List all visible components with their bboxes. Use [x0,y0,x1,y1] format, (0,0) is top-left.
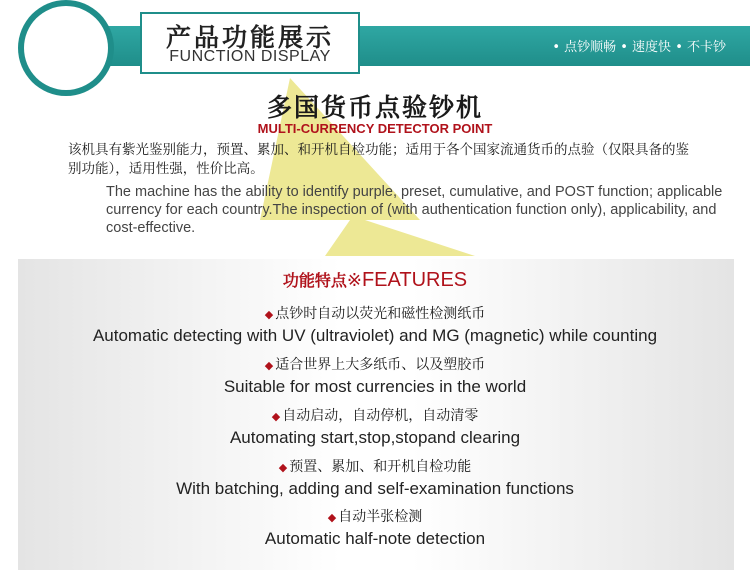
diamond-bullet-icon: ◆ [278,461,288,474]
features-title [0,268,750,292]
diamond-bullet-icon: ◆ [327,511,337,524]
feature-en: Automatic half-note detection [264,529,486,548]
features-title-separator: ※ [346,270,362,291]
diamond-bullet-icon: ◆ [264,359,274,372]
features-title-cn: 功能特点 [282,271,347,290]
feature-cn: 适合世界上大多纸币、以及塑胶币 [275,357,486,373]
feature-item [0,406,750,449]
feature-cn: 点钞时自动以荧光和磁性检测纸币 [275,306,486,322]
feature-en: Automatic detecting with UV (ultraviolet) and MG (magnetic) while counting [92,326,658,345]
product-name-cn: 多国货币点验钞机 [266,93,483,122]
feature-en: Automating start,stop,stopand clearing [229,428,521,447]
feature-cn: 自动启动，自动停机，自动清零 [282,408,479,424]
feature-item [0,507,750,550]
feature-cn: 自动半张检测 [338,509,423,525]
feature-item [0,457,750,500]
section-title-en: FUNCTION DISPLAY [169,48,331,65]
feature-en: With batching, adding and self-examination functions [176,479,574,498]
header-tagline: • 点钞顺畅 • 速度快 • 不卡钞 [552,40,726,55]
feature-cn: 预置、累加、和开机自检功能 [289,459,472,475]
section-title-box [140,12,360,74]
diamond-bullet-icon: ◆ [271,410,281,423]
feature-item [0,304,750,347]
feature-en: Suitable for most currencies in the world [223,377,527,396]
diamond-bullet-icon: ◆ [264,308,274,321]
feature-item [0,355,750,398]
features-title-en: FEATURES [361,269,468,291]
header-circle-inner [24,6,108,90]
product-description-cn: 该机具有紫光鉴别能力，预置、累加、和开机自检功能；适用于各个国家流通货币的点验（仅限具备的鉴别功能），适用性强，性价比高。 [68,142,689,177]
product-description-en: The machine has the ability to identify purple, preset, cumulative, and POST function; applicable currency for each country.The inspection of (with authentication function only), applicability, and cost-effective. [106,184,723,236]
product-name-en: MULTI-CURRENCY DETECTOR POINT [257,121,493,136]
section-title-cn: 产品功能展示 [165,23,334,52]
